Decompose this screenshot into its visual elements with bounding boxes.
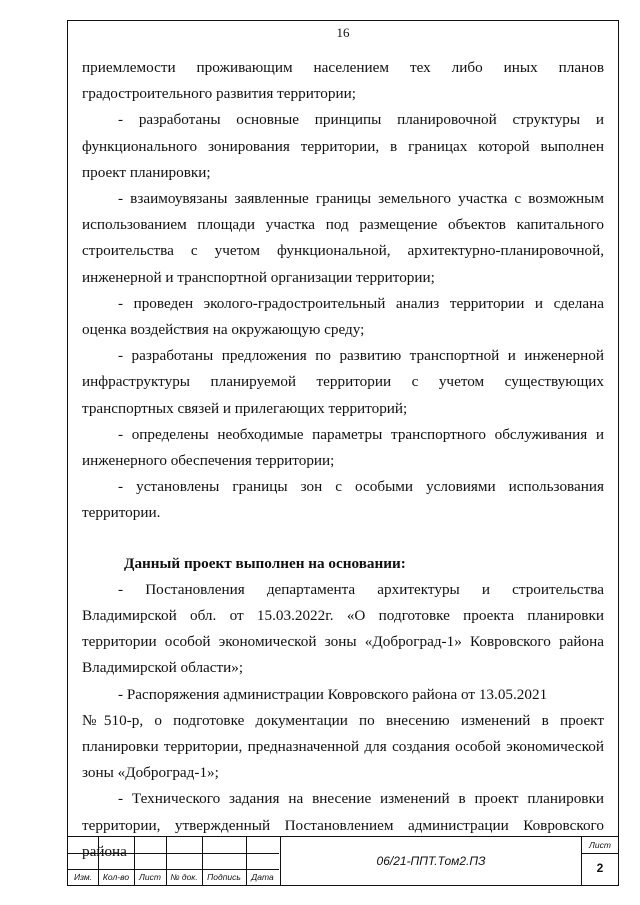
revision-labels	[68, 870, 279, 885]
section-heading: Данный проект выполнен на основании:	[124, 554, 406, 572]
stamp-label: Подпись	[207, 872, 241, 882]
list-item: - Технического задания на внесение изменений в проект планировки территории, утвержденный Постановлением администрации Ковровского района	[82, 790, 604, 860]
page-number: 16	[336, 25, 350, 40]
list-item: - разработаны основные принципы планировочной структуры и функционального зонирования территории, в границах которой выполнен проект планировки;	[82, 111, 604, 181]
document-code: 06/21-ППТ.Том2.ПЗ	[280, 837, 582, 885]
sheet-number-box	[582, 837, 618, 885]
document-body	[82, 55, 604, 865]
paragraph: №510-р, о подготовке документации по внесению изменений в проект планировки территории, предназначенной для создания особой экономической зоны «Доброград-1»;	[82, 711, 604, 782]
title-block	[68, 836, 618, 885]
stamp-label: Кол-во	[102, 872, 130, 882]
list-item: - определены необходимые параметры транспортного обслуживания и инженерного обеспечения территории;	[82, 425, 604, 470]
list-item: - Постановления департамента архитектуры и строительства Владимирской обл. от 15.03.2022г. «О подготовке проекта планировки территории особой экономической зоны «Доброград-1» Ковровского района Владимирской области»;	[82, 580, 604, 677]
stamp-label: № док.	[170, 872, 198, 882]
sheet-label: Лист	[582, 837, 618, 854]
list-item: - установлены границы зон с особыми условиями использования территории.	[82, 478, 604, 522]
revision-grid	[68, 837, 279, 885]
stamp-label: Изм.	[73, 872, 93, 882]
page-frame	[67, 20, 619, 886]
sheet-value: 2	[596, 861, 604, 875]
list-item: - разработаны предложения по развитию транспортной и инженерной инфраструктуры планируемой территории с учетом существующих транспортных связей и прилегающих территорий;	[82, 347, 604, 417]
list-item: - взаимоувязаны заявленные границы земельного участка с возможным использованием площади участка под размещение объектов капитального строительства с учетом функциональной, архитектурно-планировочной, инженерной и транспортной организации территории;	[82, 190, 604, 286]
stamp-label: Лист	[139, 872, 161, 882]
paragraph: приемлемости проживающим населением тех либо иных планов градостроительного развития территории;	[82, 59, 604, 103]
list-item: - Распоряжения администрации Ковровского района от 13.05.2021	[118, 685, 548, 703]
stamp-label: Дата	[251, 872, 274, 882]
list-item: - проведен эколого-градостроительный анализ территории и сделана оценка воздействия на окружающую среду;	[82, 294, 604, 339]
